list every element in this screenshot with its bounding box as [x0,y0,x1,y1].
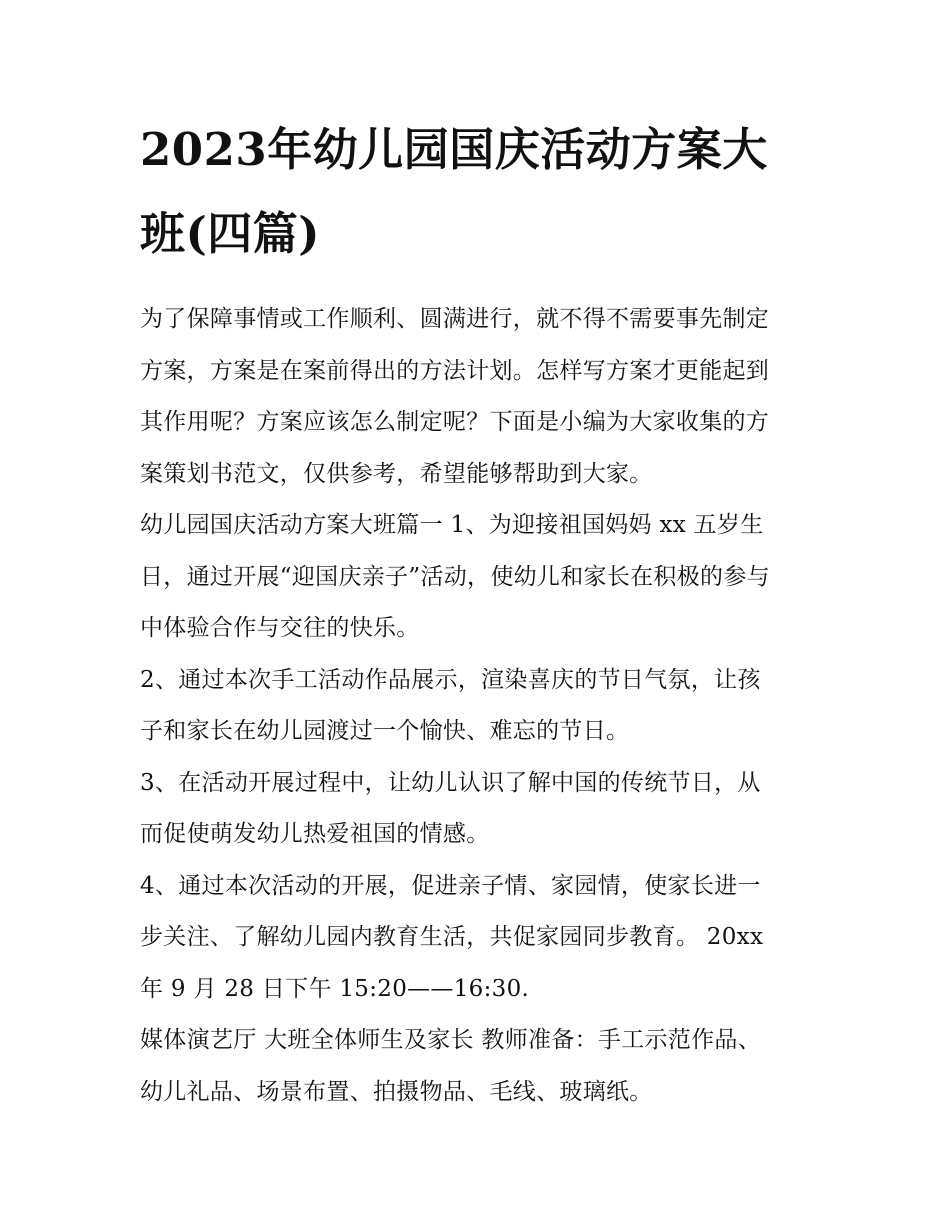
title-line: 班(四篇) [140,207,321,260]
text-line: 4、通过本次活动的开展，促进亲子情、家园情，使家长进一 [140,872,761,899]
text-line: 为了保障事情或工作顺利、圆满进行，就不得不需要事先制定 [140,306,770,332]
preparation-paragraph [140,1015,815,1118]
goal-three-paragraph [140,758,815,861]
document-body [140,294,815,1118]
text-line: 年 9 月 28 日下午 15:20——16:30. [140,975,530,1002]
text-line: 步关注、了解幼儿园内教育生活，共促家园同步教育。 20xx [140,924,764,950]
document-title [140,108,815,276]
text-line: 日，通过开展“迎国庆亲子”活动，使幼儿和家长在积极的参与 [140,563,770,590]
text-line: 幼儿园国庆活动方案大班篇一 1、为迎接祖国妈妈 xx 五岁生 [140,512,764,538]
text-line: 2、通过本次手工活动作品展示，渲染喜庆的节日气氛，让孩 [140,666,761,693]
text-line: 媒体演艺厅 大班全体师生及家长 教师准备：手工示范作品、 [140,1027,762,1053]
text-line: 3、在活动开展过程中，让幼儿认识了解中国的传统节日，从 [140,769,761,796]
goal-four-paragraph [140,861,815,1016]
text-line: 案策划书范文，仅供参考，希望能够帮助到大家。 [140,460,653,487]
text-line: 方案，方案是在案前得出的方法计划。怎样写方案才更能起到 [140,357,770,384]
title-line: 2023年幼儿园国庆活动方案大 [140,123,768,176]
text-line: 而促使萌发幼儿热爱祖国的情感。 [140,821,490,847]
text-line: 其作用呢？方案应该怎么制定呢？下面是小编为大家收集的方 [140,409,770,435]
text-line: 幼儿礼品、场景布置、拍摄物品、毛线、玻璃纸。 [140,1078,653,1105]
goal-two-paragraph [140,655,815,758]
section-one-paragraph [140,500,815,655]
text-line: 子和家长在幼儿园渡过一个愉快、难忘的节日。 [140,718,630,744]
text-line: 中体验合作与交往的快乐。 [140,615,420,641]
document-page [140,108,815,1118]
intro-paragraph [140,294,815,500]
